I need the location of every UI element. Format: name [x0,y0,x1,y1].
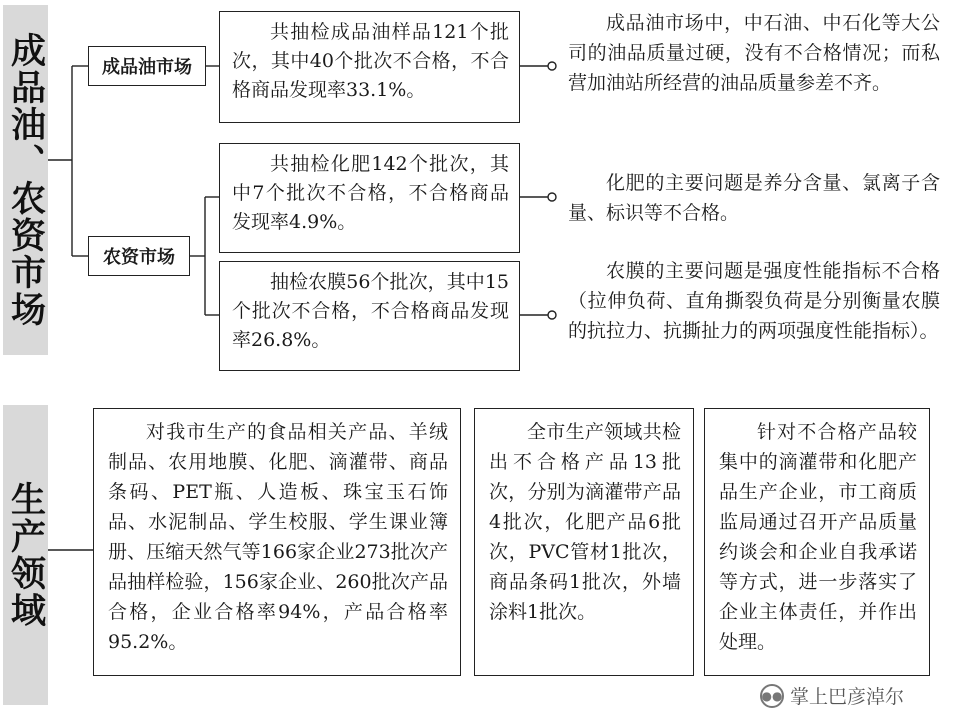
note-film: 农膜的主要问题是强度性能指标不合格（拉伸负荷、直角撕裂负荷是分别衡量农膜的抗拉力、抗撕扯力的两项强度性能指标）。 [568,260,940,342]
wechat-icon: ●● [760,684,784,708]
finding-box-oil: 共抽检成品油样品121个批次，其中40个批次不合格，不合格商品发现率33.1%。 [219,11,520,123]
note-oil: 成品油市场中，中石油、中石化等大公司的油品质量过硬，没有不合格情况；而私营加油站所经营的油品质量参差不齐。 [568,12,940,94]
section-title-market: 成品油、农资市场 [3,5,48,355]
note-fertilizer: 化肥的主要问题是养分含量、氯离子含量、标识等不合格。 [568,172,940,224]
watermark [760,682,904,709]
production-summary-box: 对我市生产的食品相关产品、羊绒制品、农用地膜、化肥、滴灌带、商品条码、PET瓶、人造板、珠宝玉石饰品、水泥制品、学生校服、学生课业簿册、压缩天然气等166家企业273批次产品抽样检验，156家企业、260批次产品合格，企业合格率94%，产品合格率95.2%。 [93,408,461,676]
branch-label-agri-market: 农资市场 [88,236,190,276]
production-action-box: 针对不合格产品较集中的滴灌带和化肥产品生产企业，市工商质监局通过召开产品质量约谈会和企业自我承诺等方式，进一步落实了企业主体责任，并作出处理。 [704,408,930,676]
section-title-production: 生产领域 [3,405,48,705]
finding-box-fertilizer: 共抽检化肥142个批次，其中7个批次不合格，不合格商品发现率4.9%。 [219,143,520,253]
production-unqualified-box: 全市生产领域共检出不合格产品13批次，分别为滴灌带产品4批次，化肥产品6批次，PVC管材1批次，商品条码1批次，外墙涂料1批次。 [474,408,694,676]
watermark-text: 掌上巴彦淖尔 [790,686,905,708]
finding-box-film: 抽检农膜56个批次，其中15个批次不合格，不合格商品发现率26.8%。 [219,261,520,371]
branch-label-oil-market: 成品油市场 [88,46,206,86]
